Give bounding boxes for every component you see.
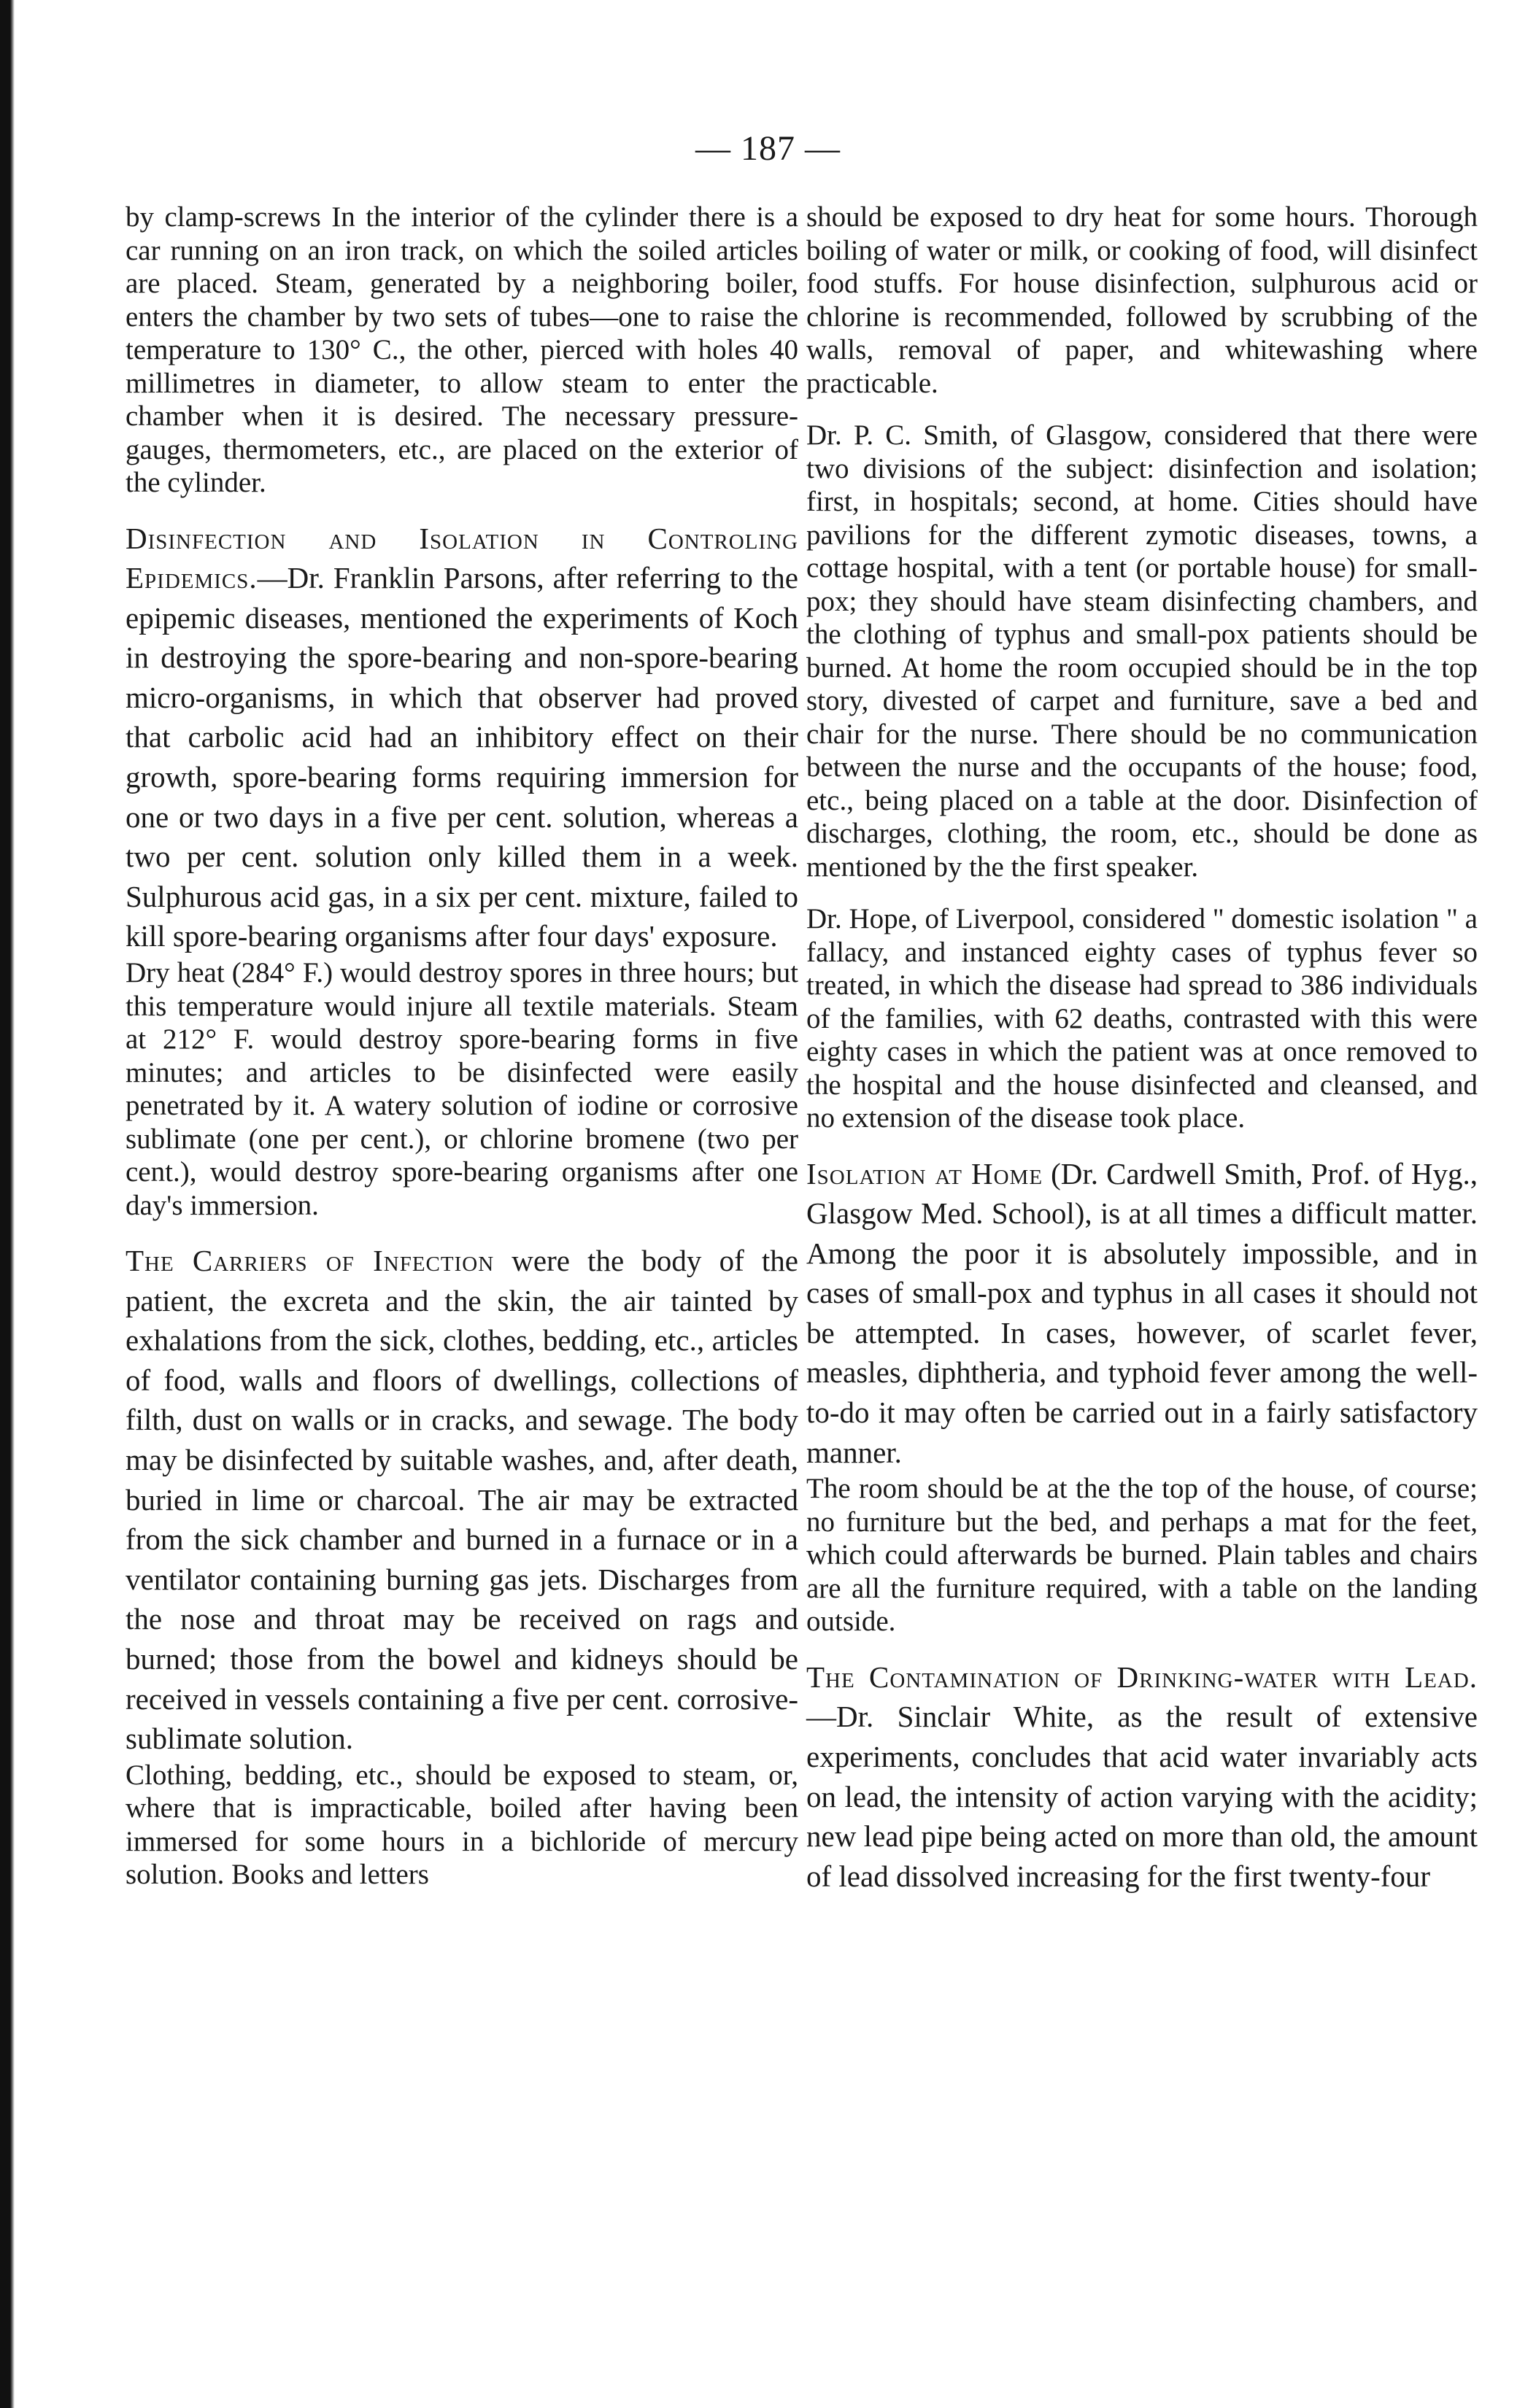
paragraph-dr-hope: Dr. Hope, of Liverpool, considered " domestic isolation " a fallacy, and instanced eighty cases of typhus fever so treated, in which the disease had spread to 386 individuals of the families, with 62 deaths, contrasted with this were eighty cases in which the patient was at once removed to the hospital and the house disinfected and cleansed, and no extension of the disease took place. xyxy=(806,903,1478,1134)
paragraph-lead-contamination xyxy=(806,1657,1478,1897)
section-heading-disinfection-isolation: Disinfection and Isolation in Controling Epidemics. xyxy=(126,521,798,595)
paragraph-dr-smith: Dr. P. C. Smith, of Glasgow, considered that there were two divisions of the subject: disinfection and isolation; first, in hospitals; second, at home. Cities should have pavilions for the different zymotic diseases, towns, a cottage hospital, with a tent (or portable house) for small-pox; they should have steam disinfecting chambers, and the clothing of typhus and small-pox patients should be burned. At home the room occupied should be in the top story, divested of carpet and furniture, save a bed and chair for the nurse. There should be no communication between the nurse and the occupants of the house; food, etc., being placed on a table at the door. Disinfection of discharges, clothing, the room, etc., should be done as mentioned by the the first speaker. xyxy=(806,419,1478,883)
paragraph-carriers-of-infection xyxy=(126,1241,798,1759)
page-number: — 187 — xyxy=(695,129,841,168)
paragraph-text: —Dr. Franklin Parsons, after referring to the epipemic diseases, mentioned the experiments of Koch in destroying the spore-bearing and non-spore-bearing micro-organisms, in which that observer had proved that carbolic acid had an inhibitory effect on their growth, spore-bearing forms requiring immersion for one or two days in a five per cent. solution, whereas a two per cent. solution only killed them in a week. Sulphurous acid gas, in a six per cent. mixture, failed to kill spore-bearing organisms after four days' exposure. xyxy=(126,561,798,953)
paragraph-disinfection-isolation xyxy=(126,519,798,957)
paragraph-text: were the body of the patient, the excreta and the skin, the air tainted by exhalations from the sick, clothes, bedding, etc., articles of food, walls and floors of dwellings, collections of filth, dust on walls or in cracks, and sewage. The body may be disinfected by suitable washes, and, after death, buried in lime or charcoal. The air may be extracted from the sick chamber and burned in a furnace or in a ventilator containing burning gas jets. Discharges from the nose and throat may be received on rags and burned; those from the bowel and kidneys should be received in vessels containing a five per cent. corrosive-sublimate solution. xyxy=(126,1244,798,1756)
paragraph-text: —Dr. Sinclair White, as the result of extensive experiments, concludes that acid water invariably acts on lead, the intensity of action varying with the acidity; new lead pipe being acted on more than old, the amount of lead dissolved increasing for the first twenty-four xyxy=(806,1700,1478,1893)
section-heading-lead-contamination: The Contamination of Drinking-water with Lead. xyxy=(806,1660,1478,1694)
paragraph-isolation-at-home-cont: The room should be at the the top of the house, of course; no furniture but the bed, and perhaps a mat for the feet, which could afterwards be burned. Plain tables and chairs are all the furniture required, with a table on the landing outside. xyxy=(806,1473,1478,1638)
paragraph-carriers-of-infection-cont: Clothing, bedding, etc., should be exposed to steam, or, where that is impracticable, boiled after having been immersed for some hours in a bichloride of mercury solution. Books and letters xyxy=(126,1759,798,1891)
paragraph-disinfection-apparatus: by clamp-screws In the interior of the cylinder there is a car running on an iron track, on which the soiled articles are placed. Steam, generated by a neighboring boiler, enters the chamber by two sets of tubes—one to raise the temperature to 130° C., the other, pierced with holes 40 millimetres in diameter, to allow steam to enter the chamber when it is desired. The necessary pressure-gauges, thermometers, etc., are placed on the exterior of the cylinder. xyxy=(126,201,798,498)
section-heading-isolation-at-home: Isolation at Home xyxy=(806,1156,1043,1191)
section-heading-carriers-of-infection: The Carriers of Infection xyxy=(126,1244,495,1278)
right-column xyxy=(806,201,1478,1915)
paragraph-isolation-at-home xyxy=(806,1154,1478,1473)
binding-edge xyxy=(0,0,15,2408)
paragraph-text: (Dr. Cardwell Smith, Prof. of Hyg., Glasgow Med. School), is at all times a difficult matter. Among the poor it is absolutely impossible, and in cases of small-pox and typhus in all cases it should not be attempted. In cases, however, of scarlet fever, measles, diphtheria, and typhoid fever among the well-to-do it may often be carried out in a fairly satisfactory manner. xyxy=(806,1156,1478,1469)
paragraph-house-disinfection: should be exposed to dry heat for some hours. Thorough boiling of water or milk, or cooking of food, will disinfect food stuffs. For house disinfection, sulphurous acid or chlorine is recommended, followed by scrubbing of the walls, removal of paper, and whitewashing where practicable. xyxy=(806,201,1478,399)
left-column xyxy=(126,201,798,1910)
paragraph-disinfection-isolation-cont: Dry heat (284° F.) would destroy spores in three hours; but this temperature would injure all textile materials. Steam at 212° F. would destroy spore-bearing forms in five minutes; and articles to be disinfected were easily penetrated by it. A watery solution of iodine or corrosive sublimate (one per cent.), or chlorine bromene (two per cent.), would destroy spore-bearing organisms after one day's immersion. xyxy=(126,957,798,1221)
